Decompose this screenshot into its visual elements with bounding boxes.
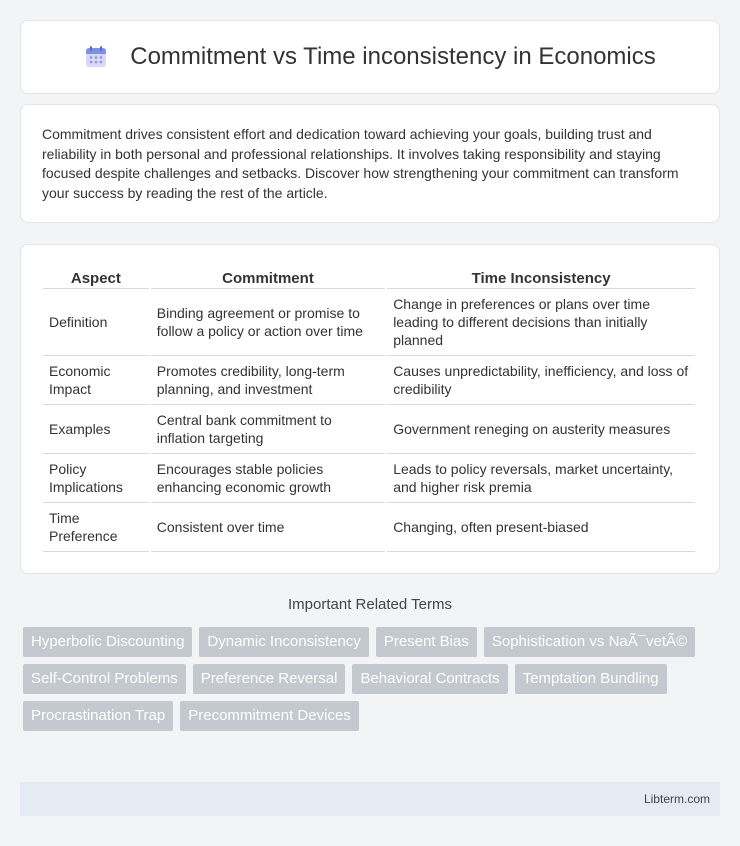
header-aspect: Aspect — [43, 265, 149, 289]
comparison-table — [41, 265, 697, 552]
footer — [20, 782, 720, 816]
table-cell-time-inconsistency: Government reneging on austerity measures — [387, 405, 695, 454]
related-term-tag[interactable]: Behavioral Contracts — [352, 664, 507, 694]
table-row — [43, 405, 695, 454]
table-cell-aspect: Time Preference — [43, 503, 149, 552]
table-cell-aspect: Policy Implications — [43, 454, 149, 503]
table-cell-commitment: Encourages stable policies enhancing economic growth — [151, 454, 385, 503]
calendar-icon — [84, 45, 108, 69]
header-card — [20, 20, 720, 94]
related-term-tag[interactable]: Precommitment Devices — [180, 701, 359, 731]
table-row — [43, 454, 695, 503]
table-cell-aspect: Definition — [43, 289, 149, 356]
table-cell-time-inconsistency: Leads to policy reversals, market uncertainty, and higher risk premia — [387, 454, 695, 503]
header-time-inconsistency: Time Inconsistency — [387, 265, 695, 289]
related-terms-heading: Important Related Terms — [288, 596, 452, 613]
comparison-table-card — [20, 244, 720, 574]
header-commitment: Commitment — [151, 265, 385, 289]
related-term-tag[interactable]: Preference Reversal — [193, 664, 346, 694]
table-row — [43, 503, 695, 552]
page-title: Commitment vs Time inconsistency in Economics — [130, 43, 656, 70]
table-row — [43, 289, 695, 356]
table-cell-commitment: Central bank commitment to inflation targeting — [151, 405, 385, 454]
related-term-tag[interactable]: Sophistication vs NaÃ¯vetÃ© — [484, 627, 695, 657]
intro-text: Commitment drives consistent effort and dedication toward achieving your goals, building trust and reliability in both personal and professional relationships. It involves taking responsibility and staying focused despite challenges and setbacks. Discover how strengthening your commitment can transform your success by reading the rest of the article. — [42, 126, 679, 201]
related-term-tag[interactable]: Temptation Bundling — [515, 664, 667, 694]
table-cell-aspect: Economic Impact — [43, 356, 149, 405]
footer-site-link[interactable]: Libterm.com — [643, 792, 710, 806]
table-cell-time-inconsistency: Causes unpredictability, inefficiency, and loss of credibility — [387, 356, 695, 405]
table-cell-commitment: Binding agreement or promise to follow a policy or action over time — [151, 289, 385, 356]
table-cell-commitment: Promotes credibility, long-term planning, and investment — [151, 356, 385, 405]
related-term-tag[interactable]: Hyperbolic Discounting — [23, 627, 192, 657]
table-cell-commitment: Consistent over time — [151, 503, 385, 552]
related-terms-list — [23, 627, 723, 731]
related-term-tag[interactable]: Self-Control Problems — [23, 664, 186, 694]
table-cell-time-inconsistency: Changing, often present-biased — [387, 503, 695, 552]
table-row — [43, 356, 695, 405]
table-header-row — [43, 265, 695, 289]
related-term-tag[interactable]: Present Bias — [376, 627, 477, 657]
related-term-tag[interactable]: Procrastination Trap — [23, 701, 173, 731]
table-cell-aspect: Examples — [43, 405, 149, 454]
related-term-tag[interactable]: Dynamic Inconsistency — [199, 627, 368, 657]
table-cell-time-inconsistency: Change in preferences or plans over time leading to different decisions than initially planned — [387, 289, 695, 356]
intro-card — [20, 104, 720, 223]
